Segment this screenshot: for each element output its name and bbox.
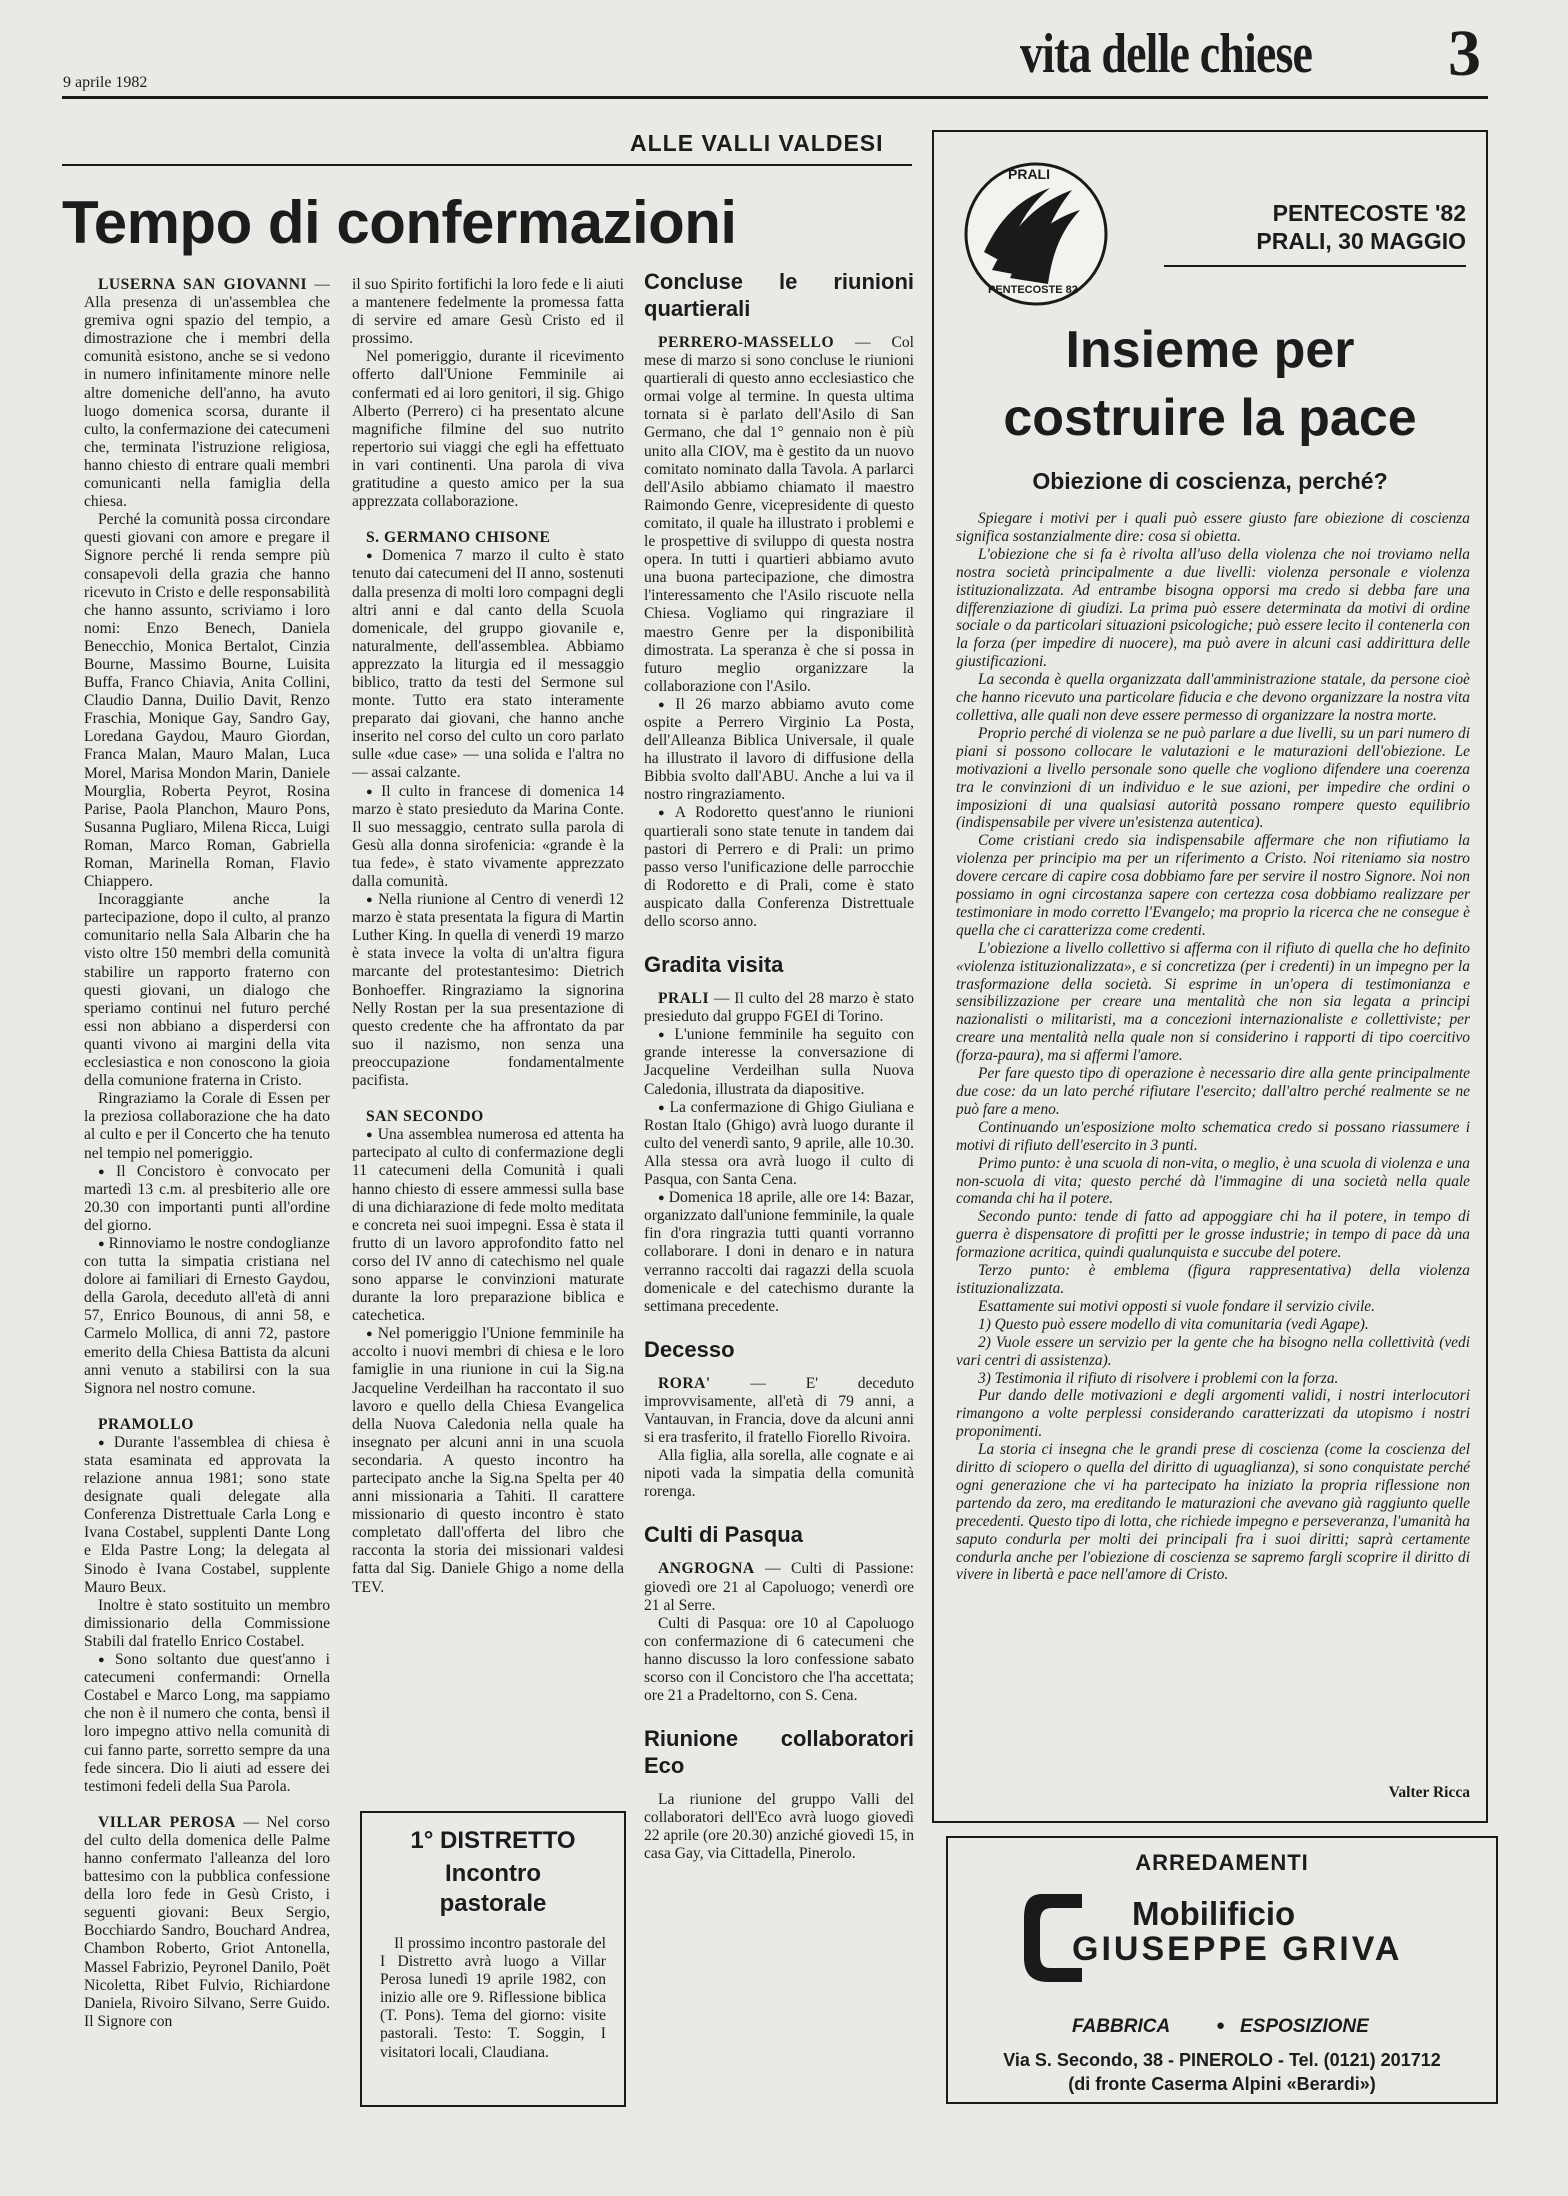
paragraph-text: Nella riunione al Centro di venerdì 12 marzo è stata presentata la figura di Martin Luther King. In quella di venerdì 19 marzo è stata invece la volta di un'altra figura marcante del protestantesimo: Dietrich Bonhoeffer. Ringraziamo la signorina Nelly Rostan per la sua presentazione di questo credente che ha affrontato da par suo il nazismo, non senza una preoccupazione fondamentalmente pacifista.: [352, 891, 624, 1090]
paragraph-text: — Il culto del 28 marzo è stato presieduto dal gruppo FGEI di Torino.: [644, 990, 914, 1026]
distretto-subtitle: Incontro pastorale: [439, 1860, 547, 1917]
paragraph-text: Il Concistoro è convocato per martedì 13 c.m. al presbiterio alle ore 20.30 con importanti punti all'ordine del giorno.: [84, 1162, 330, 1234]
paragraph-text: L'unione femminile ha seguito con grande interesse la conversazione di Jacqueline Verdeilhan sulla Nuova Caledonia, illustrata da diapositive.: [644, 1026, 914, 1098]
paragraph: [644, 1447, 914, 1501]
paragraph: [352, 783, 624, 892]
paragraph-text: — Culti di Passione: giovedì ore 21 al Capoluogo; venerdì ore 21 al Serre.: [644, 1560, 914, 1614]
subheading: Decesso: [644, 1336, 735, 1362]
column-3: [644, 268, 914, 2088]
paragraph: [644, 1615, 914, 1705]
paragraph-text: Sono soltanto due quest'anno i catecumeni confermandi: Ornella Costabel e Marco Long, ma sappiamo che non è il numero che conta, bensì il loro impegno attivo nella comunità di cui fanno parte, sorretto sempre da una fede sincera. Dio li aiuti ad essere dei testimoni fedeli della Sua Parola.: [84, 1651, 330, 1795]
kicker-rule: [62, 164, 912, 166]
ad-bullet: ●: [1216, 2018, 1226, 2034]
paragraph-text: Una assemblea numerosa ed attenta ha partecipato al culto di confermazione degli 11 catecumeni della Comunità i quali hanno chiesto di essere ammessi sulla base di una dichiarazione di fede molto meditata e concreta nei suoi impegni. Essa è stata il frutto di un lavoro approfondito fatto nel corso del IV anno di catechismo nel quale sono apparse le convinzioni maturate durante la loro preparazione biblica e catechetica.: [352, 1126, 624, 1325]
header-rule: [62, 96, 1488, 99]
paragraph: [84, 1416, 330, 1434]
paragraph-text: Rinnoviamo le nostre condoglianze con tutta la simpatia cristiana nel dolore ai familiari di Ernesto Gaydou, della Garola, deceduto all'età di anni 57, Enrico Bounous, di anni 58, e Carmelo Mollica, di anni 72, pastore emerito della Chiesa Battista da alcuni anni venuto a stabilirsi con la sua Signora nel nostro comune.: [84, 1234, 330, 1397]
locality-heading: VILLAR PEROSA: [98, 1813, 236, 1831]
paragraph: Come cristiani credo sia indispensabile affermare che non rifiutiamo la violenza per principio ma per un riferimento a Cristo. Noi riteniamo sia nostro dovere cercare di capire cosa dobbiamo fare per servire il nostro Signore. Noi non possiamo in ogni circostanza sapere con certezza cosa dobbiamo realizzare per testimoniare in modo corretto l'Evangelo; ma proprio la ricerca che ne consegue è quella che ci caratterizza come credenti.: [956, 832, 1470, 939]
distretto-title: 1° DISTRETTO: [410, 1827, 576, 1854]
page-date: 9 aprile 1982: [63, 74, 148, 91]
ad-line-1a: FABBRICA: [1072, 2016, 1171, 2037]
paragraph-text: Durante l'assemblea di chiesa è stata esaminata ed approvata la relazione annua 1981; sono state designate quali delegate alla Conferenza Distrettuale Carla Long e Ivana Costabel, supplenti Dante Long e Elda Pastre Long; la delegata al Sinodo è Ivana Costabel, supplente Mauro Beux.: [84, 1433, 330, 1596]
distretto-box: [360, 1811, 626, 2107]
ad-line-1b: ESPOSIZIONE: [1240, 2016, 1369, 2037]
paragraph: [644, 696, 914, 805]
paragraph-text: Perché la comunità possa circondare questi giovani con amore e pregare il Signore perché li renda sempre più consapevoli della grazia che hanno ricevuto in Cristo e delle responsabilità che hanno assunto, scriviamo i loro nomi: Enzo Benech, Daniela Benecchio, Monica Bertalot, Cinzia Bourne, Massimo Bourne, Luisita Buffa, Franco Chiavia, Anita Collini, Claudio Danna, Duilio Davit, Renzo Fraschia, Monique Gay, Sandro Gay, Loredana Gaydou, Mauro Giordan, Franca Malan, Mauro Malan, Luca Morel, Marisa Mondon Marin, Daniele Mourglia, Roberta Peyrot, Rosina Parise, Paola Planchon, Mauro Pons, Susanna Pugliaro, Milena Ricca, Luigi Roman, Marco Roman, Gabriella Roman, Marinella Roman, Flavio Chiappero.: [84, 511, 330, 891]
locality-heading: SAN SECONDO: [366, 1108, 484, 1126]
paragraph: [84, 1597, 330, 1651]
paragraph: Pur dando delle motivazioni e degli argomenti validi, i nostri interlocutori rimangono a volte perplessi considerando caratterizzati da utopismo i nostri proponimenti.: [956, 1387, 1470, 1441]
paragraph: [352, 529, 624, 547]
ad-top: ARREDAMENTI: [1135, 1850, 1309, 1875]
distretto-text: Il prossimo incontro pastorale del I Distretto avrà luogo a Villar Perosa lunedì 19 aprile 1982, con inizio alle ore 9. Riflessione biblica (T. Pons). Tema del giorno: visite pastorali. Testo: T. Soggin, I visitatori locali, Claudiana.: [380, 1935, 606, 2061]
paragraph: La storia ci insegna che le grandi prese di coscienza (come la coscienza del diritto di sciopero o quella del diritto di uguaglianza), si sono conquistate perché ogni generazione che vi ha partecipato ha iniziato la propria riflessione non partendo da zero, ma ereditando le maturazioni che avevano già raggiunto quelle precedenti. Questo tipo di lotta, che richiede impegno e perseveranza, l'umanità ha saputo condurla per molti dei principali fra i suoi diritti; saprà certamente condurla anche per l'obiezione di coscienza se sapremo fargli scoprire il diritto di vivere in libertà e pace nell'amore di Cristo.: [956, 1441, 1470, 1584]
peace-subtitle: Obiezione di coscienza, perché?: [1032, 468, 1388, 494]
paragraph-text: Domenica 18 aprile, alle ore 14: Bazar, organizzato dall'unione femminile, la quale fin d'ora ringrazia tutti quanti vorranno collaborare. I doni in denaro e in natura verranno raccolti dai ragazzi della scuola domenicale e del catechismo durante la settimana precedente.: [644, 1189, 914, 1315]
paragraph-text: A Rodoretto quest'anno le riunioni quartierali sono state tenute in tandem dai pastori di Perrero e di Prali: un primo passo verso l'unificazione delle parrocchie di Rodoretto e di Prali, come è stato auspicato dalla Conferenza Distrettuale dello scorso anno.: [644, 804, 914, 930]
paragraph: Spiegare i motivi per i quali può essere giusto fare obiezione di coscienza significa sostanzialmente dire: cosa si obietta.: [956, 510, 1470, 545]
paragraph: [644, 1026, 914, 1098]
paragraph: La seconda è quella organizzata dall'amministrazione statale, da persone cioè che hanno ricevuto una particolare fiducia e che devono organizzare la nostra vita collettiva, alle quali non deve essere permesso di organizzare la nostra morte.: [956, 671, 1470, 724]
paragraph-text: La riunione del gruppo Valli del collaboratori dell'Eco avrà luogo giovedì 22 aprile (ore 20.30) anziché giovedì 15, in casa Gay, via Cittadella, Pinerolo.: [644, 1791, 914, 1863]
paragraph-text: il suo Spirito fortifichi la loro fede e li aiuti a mantenere fedelmente la promessa fatta di servire ed amare Gesù Cristo ed il prossimo.: [352, 276, 624, 348]
paragraph: [352, 1126, 624, 1325]
paragraph: [84, 1235, 330, 1398]
column-2: [352, 276, 624, 1801]
paragraph: [644, 804, 914, 931]
peace-title-1: Insieme per: [1065, 321, 1355, 379]
paragraph: [84, 891, 330, 1090]
paragraph-text: — Col mese di marzo si sono concluse le riunioni quartierali di questo anno ecclesiastico che ormai volge al termine. In questa ultima tornata si è parlato dell'Asilo di San Germano, che dal 1° gennaio non è più unito alla CIOV, ma è gestito da un nuovo comitato nominato dalla Tavola. A parlarci dell'Asilo abbiamo chiamato il maestro Raimondo Genre, vicepresidente di questo comitato, il quale ha illustrato i problemi e le prospettive di sviluppo di questa nostra opera. In tutti i quartieri abbiamo avuto una buona partecipazione, che dimostra l'interessamento che l'Asilo riscuote nella Chiesa. Vogliamo qui ringraziare il maestro Genre per la disponibilità dimostrata. La speranza è che si possa in futuro meglio organizzare la collaborazione con l'Asilo.: [644, 334, 914, 695]
locality-heading: PRALI: [658, 990, 710, 1008]
paragraph-text: Domenica 7 marzo il culto è stato tenuto dai catecumeni del II anno, sostenuti dalla presenza di molti loro compagni degli altri anni e dal canto della Scuola domenicale, del gruppo giovanile e, naturalmente, dell'assemblea. Abbiamo apprezzato la liturgia ed il messaggio biblico, tratto da testi del Sermone sul monte. Tutto era stato interamente preparato dai giovani, che hanno anche inserito nel corso del culto un coro parlato sulle «due case» — una solida e l'altra no — assai calzante.: [352, 547, 624, 782]
paragraph: 3) Testimonia il rifiuto di risolvere i problemi con la forza.: [978, 1369, 1339, 1387]
ad-address-2: (di fronte Caserma Alpini «Berardi»): [1068, 2074, 1376, 2094]
locality-heading: PRAMOLLO: [98, 1415, 194, 1433]
peace-article-text: [956, 510, 1470, 1782]
paragraph: [644, 1791, 914, 1863]
paragraph: [84, 1651, 330, 1796]
paragraph: Primo punto: è una scuola di non-vita, o meglio, è una scuola di violenza e una non-scuola di vita; questo perché dà l'immagine di una società nella quale comanda chi ha il potere.: [956, 1154, 1470, 1208]
paragraph: [84, 1090, 330, 1162]
event-line-2: PRALI, 30 MAGGIO: [1256, 228, 1466, 254]
paragraph: Terzo punto: è emblema (figura rappresentativa) della violenza istituzionalizzata.: [956, 1262, 1470, 1297]
locality-heading: PERRERO-MASSELLO: [658, 334, 835, 351]
column-1: [84, 276, 330, 2176]
pentecoste-logo: [962, 160, 1110, 308]
paragraph-text: Il culto in francese di domenica 14 marzo è stato presieduto da Marina Conte. Il suo messaggio, centrato sulla parola di Gesù alla donna sirofenicia: «grande è la tua fede», è stato vivamente apprezzato dalla comunità.: [352, 782, 624, 890]
paragraph: [84, 511, 330, 891]
paragraph-text: La confermazione di Ghigo Giuliana e Rostan Italo (Ghigo) avrà luogo durante il culto del venerdì santo, 9 aprile, alle 10.30. Alla stessa ora avrà luogo il culto di Pasqua, con Santa Cena.: [644, 1098, 914, 1189]
paragraph: [84, 1814, 330, 2031]
paragraph-text: Nel pomeriggio l'Unione femminile ha accolto i nuovi membri di chiesa e le loro famiglie in una riunione in cui la Sig.na Jacqueline Verdeilhan ha raccontato il suo lavoro e quello della Chiesa Evangelica della Nuova Caledonia nella quale ha insegnato per alcuni anni in una scuola secondaria. A questo incontro ha partecipato anche la Sig.na Spelta per 40 anni missionaria a Tahiti. Il carattere missionario di questo incontro è stato completato dall'offerta del libro che racconta la storia dei missionari valdesi fatta dal Sig. Daniele Ghigo a nome della TEV.: [352, 1325, 624, 1596]
paragraph-text: Alla figlia, alla sorella, alle cognate e ai nipoti vada la simpatia della comunità rorenga.: [644, 1447, 914, 1501]
paragraph-text: Inoltre è stato sostituito un membro dimissionario della Commissione Stabili dal fratello Enrico Costabel.: [84, 1596, 330, 1650]
paragraph: Proprio perché di violenza se ne può parlare a due livelli, su un pari numero di piani si possono collocare le valutazioni e le maturazioni dell'obiezione. Le motivazioni a livello personale sono quelle che vogliono difendere una coerenza tra le convinzioni di un individuo e le sue azioni, per impedire che ordini o imposizioni di una qualsiasi autorità possano rompere questo equilibrio (indispensabile per vivere un'esistenza autentica).: [956, 724, 1470, 832]
locality-heading: S. GERMANO CHISONE: [366, 529, 551, 547]
paragraph: Per fare questo tipo di operazione è necessario dire alla gente principalmente due cose: da un lato perché rifiutare l'esercito; dall'altro perché realmente se ne può fare a meno.: [956, 1065, 1470, 1118]
locality-heading: ANGROGNA: [658, 1560, 755, 1578]
paragraph-text: Ringraziamo la Corale di Essen per la preziosa collaborazione che ha dato al culto e per il Concerto che ha tenuto nel tempio nel pomeriggio.: [84, 1090, 330, 1162]
paragraph-text: Nel pomeriggio, durante il ricevimento offerto dall'Unione Femminile ai confermati ed ai loro genitori, il sig. Ghigo Alberto (Perrero) ci ha presentato alcune magnifiche filmine del suo nutrito repertorio sui viaggi che egli ha effettuato in vari continenti. Una parola di viva gratitudine a questo amico per la sua apprezzata collaborazione.: [352, 348, 624, 511]
paragraph-text: Culti di Pasqua: ore 10 al Capoluogo con confermazione di 6 catecumeni che hanno discusso la loro confessione sabato scorso con il Concistoro che l'ha accettata; ore 21 a Pradeltorno, con S. Cena.: [644, 1614, 914, 1705]
paragraph: [352, 547, 624, 782]
paragraph: L'obiezione a livello collettivo si afferma con il rifiuto di quella che ho definito «violenza istituzionalizzata», e si concretizza (per i credenti) in un impegno per la trasformazione della società. Si esprime in un'opera di testimonianza e sensibilizzazione per creare una mentalità che non sia legata a principi nazionalisti o militaristi, ma a concezioni internazionaliste e collettiviste; per creare una mentalità nella quale non si considerino i rapporti di tipo coercitivo (forza-paura), ma si affermi l'amore.: [956, 939, 1470, 1065]
paragraph: [84, 276, 330, 511]
event-rule: [1164, 265, 1466, 267]
paragraph-text: — E' deceduto improvvisamente, all'età di 79 anni, a Vantauvan, in Francia, dove da alcuni anni si era trasferito, il fratello Fiorello Rivoira.: [644, 1374, 914, 1447]
peace-title-2: costruire la pace: [1003, 389, 1417, 447]
subheading: Gradita visita: [644, 952, 784, 978]
kicker: ALLE VALLI VALDESI: [630, 130, 884, 156]
main-headline: Tempo di confermazioni: [62, 189, 737, 256]
page-number: 3: [1448, 17, 1481, 90]
paragraph: [352, 1325, 624, 1596]
paragraph: 1) Questo può essere modello di vita comunitaria (vedi Agape).: [978, 1315, 1369, 1333]
paragraph: Secondo punto: tende di fatto ad appoggiare chi ha il potere, in tempo di guerra è dispensatore di profitti per le grosse industrie; in tempo di pace dà una formazione acritica, quindi qualunquista e succube del potere.: [956, 1208, 1470, 1262]
paragraph: [644, 1560, 914, 1614]
subheading: Concluse le riunioni quartierali: [644, 269, 914, 321]
subheading: Culti di Pasqua: [644, 1522, 803, 1548]
paragraph-text: Incoraggiante anche la partecipazione, dopo il culto, al pranzo comunitario nella Sala Albarin che ha visto oltre 150 membri della comunità stabilire un rapporto fraterno con questi giovani, un dialogo che speriamo continui nel futuro perché essi non abbiano a disperdersi con quanti vivono ai margini della vita ecclesiastica e non conoscono la gioia della comunione fraterna in Cristo.: [84, 891, 330, 1090]
paragraph: [352, 891, 624, 1090]
paragraph: [84, 1163, 330, 1235]
paragraph: [352, 276, 624, 348]
paragraph: [352, 1108, 624, 1126]
ad-brand-2: GIUSEPPE GRIVA: [1072, 1930, 1403, 1968]
paragraph: [644, 1189, 914, 1316]
paragraph: [352, 348, 624, 511]
locality-heading: LUSERNA SAN GIOVANNI: [98, 276, 308, 293]
signature: Valter Ricca: [1388, 1784, 1470, 1801]
logo-top-text: PRALI: [1008, 166, 1050, 182]
paragraph: [644, 334, 914, 696]
ad-brand-1: Mobilificio: [1132, 1895, 1296, 1932]
locality-heading: RORA': [658, 1374, 711, 1392]
paragraph-text: — Nel corso del culto della domenica delle Palme hanno confermato l'alleanza del loro battesimo con la pubblica confessione della loro fede in Gesù Cristo, i seguenti giovani: Beux Sergio, Bocchiardo Sandro, Bouchard Andrea, Chambon Roberto, Griot Antonella, Massel Fabrizio, Peyronel Danilo, Poët Nicoletta, Ribet Fulvio, Richiardone Daniela, Rivoiro Silvano, Serre Guido. Il Signore con: [84, 1813, 330, 2030]
paragraph: [644, 1375, 914, 1447]
paragraph-text: Il 26 marzo abbiamo avuto come ospite a Perrero Virginio La Posta, dell'Alleanza Biblica Universale, il quale ha illustrato il lavoro di diffusione della Bibbia svolto dall'ABU. Anche a lui va il nostro ringraziamento.: [644, 695, 914, 804]
paragraph: [644, 990, 914, 1026]
logo-bottom-text: PENTECOSTE 82: [988, 284, 1078, 296]
paragraph: 2) Vuole essere un servizio per la gente che ha bisogno nella collettività (vedi vari centri di assistenza).: [956, 1333, 1470, 1369]
subheading: Riunione collaboratori Eco: [644, 1726, 914, 1779]
section-title: vita delle chiese: [1020, 23, 1313, 85]
paragraph: Continuando un'esposizione molto schematica credo si possano riassumere i motivi di rifiuto dell'esercito in 3 punti.: [956, 1118, 1470, 1154]
paragraph: Esattamente sui motivi opposti si vuole fondare il servizio civile.: [978, 1297, 1375, 1315]
ad-address: Via S. Secondo, 38 - PINEROLO - Tel. (0121) 201712: [1003, 2050, 1441, 2070]
paragraph: [84, 1434, 330, 1597]
paragraph: L'obiezione che si fa è rivolta all'uso della violenza che noi troviamo nella nostra società principalmente a due livelli: violenza personale e violenza istituzionalizzata. Ad entrambe bisogna opporsi ma credo si debba fare una differenziazione di giudizi. La prima può essere determinata da motivi di ordine sociale o da particolari situazioni psicologiche; può essere lecito il contenerla con la forza (per impedire di nuocere), ma può avere in alcuni casi addirittura delle giustificazioni.: [956, 545, 1470, 671]
event-line-1: PENTECOSTE '82: [1272, 200, 1466, 226]
paragraph-text: — Alla presenza di un'assemblea che gremiva ogni spazio del tempio, a dimostrazione che i membri della comunità esistono, anche se si vedono in numero infinitamente minore nelle altre domeniche dell'anno, ha avuto luogo domenica scorsa, durante il culto, la confermazione dei catecumeni che, terminata l'istruzione religiosa, hanno chiesto di entrare quali membri comunicanti nella famiglia della chiesa.: [84, 276, 330, 511]
paragraph: [644, 1099, 914, 1189]
